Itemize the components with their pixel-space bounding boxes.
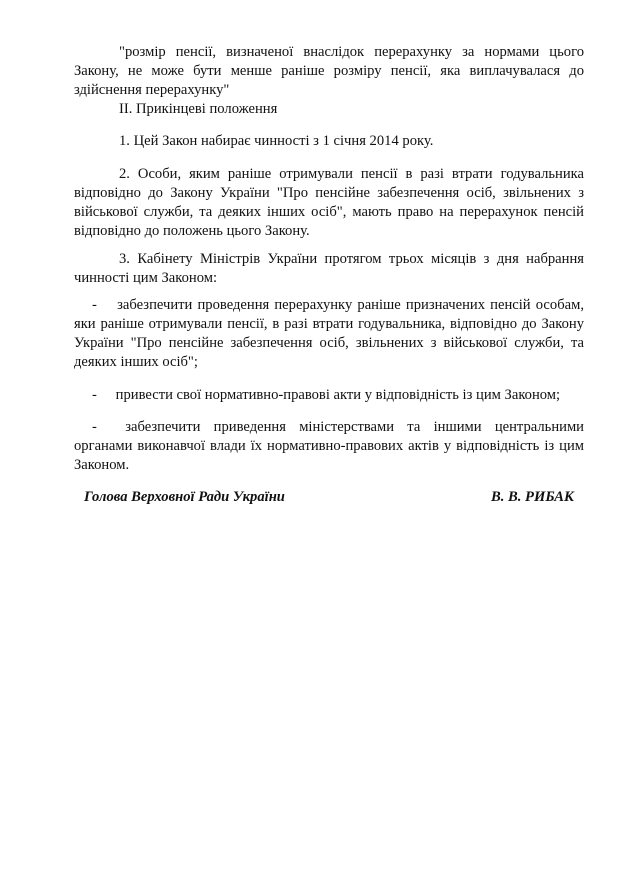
- provision-1-paragraph: 1. Цей Закон набирає чинності з 1 січня 2014 року.: [119, 133, 434, 149]
- list-item-text: забезпечити проведення перерахунку раніше призначених пенсій особам, яки раніше отримували пенсії, в разі втрати годувальника, відповідно до Закону України "Про пенсійне забезпечення осіб, звільнених з військової служби, та деяких інших осіб";: [74, 297, 584, 370]
- list-item-text: привести свої нормативно-правові акти у відповідність із цим Законом;: [115, 387, 561, 403]
- signature-position: Голова Верховної Ради України: [84, 489, 285, 505]
- signature-name: В. В. РИБАК: [491, 489, 574, 505]
- list-marker: -: [92, 387, 97, 403]
- amendment-quote-paragraph: "розмір пенсії, визначеної внаслідок перерахунку за нормами цього Закону, не може бути менше раніше розміру пенсії, яка виплачувалася до здійснення перерахунку": [74, 44, 584, 98]
- list-item: [74, 386, 584, 405]
- list-item: [74, 418, 584, 475]
- list-item: [74, 296, 584, 372]
- provision-2-paragraph: 2. Особи, яким раніше отримували пенсії в разі втрати годувальника відповідно до Закону України "Про пенсійне забезпечення осіб, звільнених з військової служби, та деяких інших осіб", мають право на перерахунок пенсій відповідно до положень цього Закону.: [74, 166, 584, 239]
- final-provisions-heading: ІІ. Прикінцеві положення: [119, 101, 278, 117]
- list-item-text: забезпечити приведення міністерствами та іншими центральними органами виконавчої влади їх нормативно-правових актів у відповідність із цим Законом.: [74, 419, 584, 473]
- provision-3-paragraph: 3. Кабінету Міністрів України протягом трьох місяців з дня набрання чинності цим Законом:: [74, 251, 584, 286]
- list-marker: -: [92, 419, 97, 435]
- list-marker: -: [92, 297, 97, 313]
